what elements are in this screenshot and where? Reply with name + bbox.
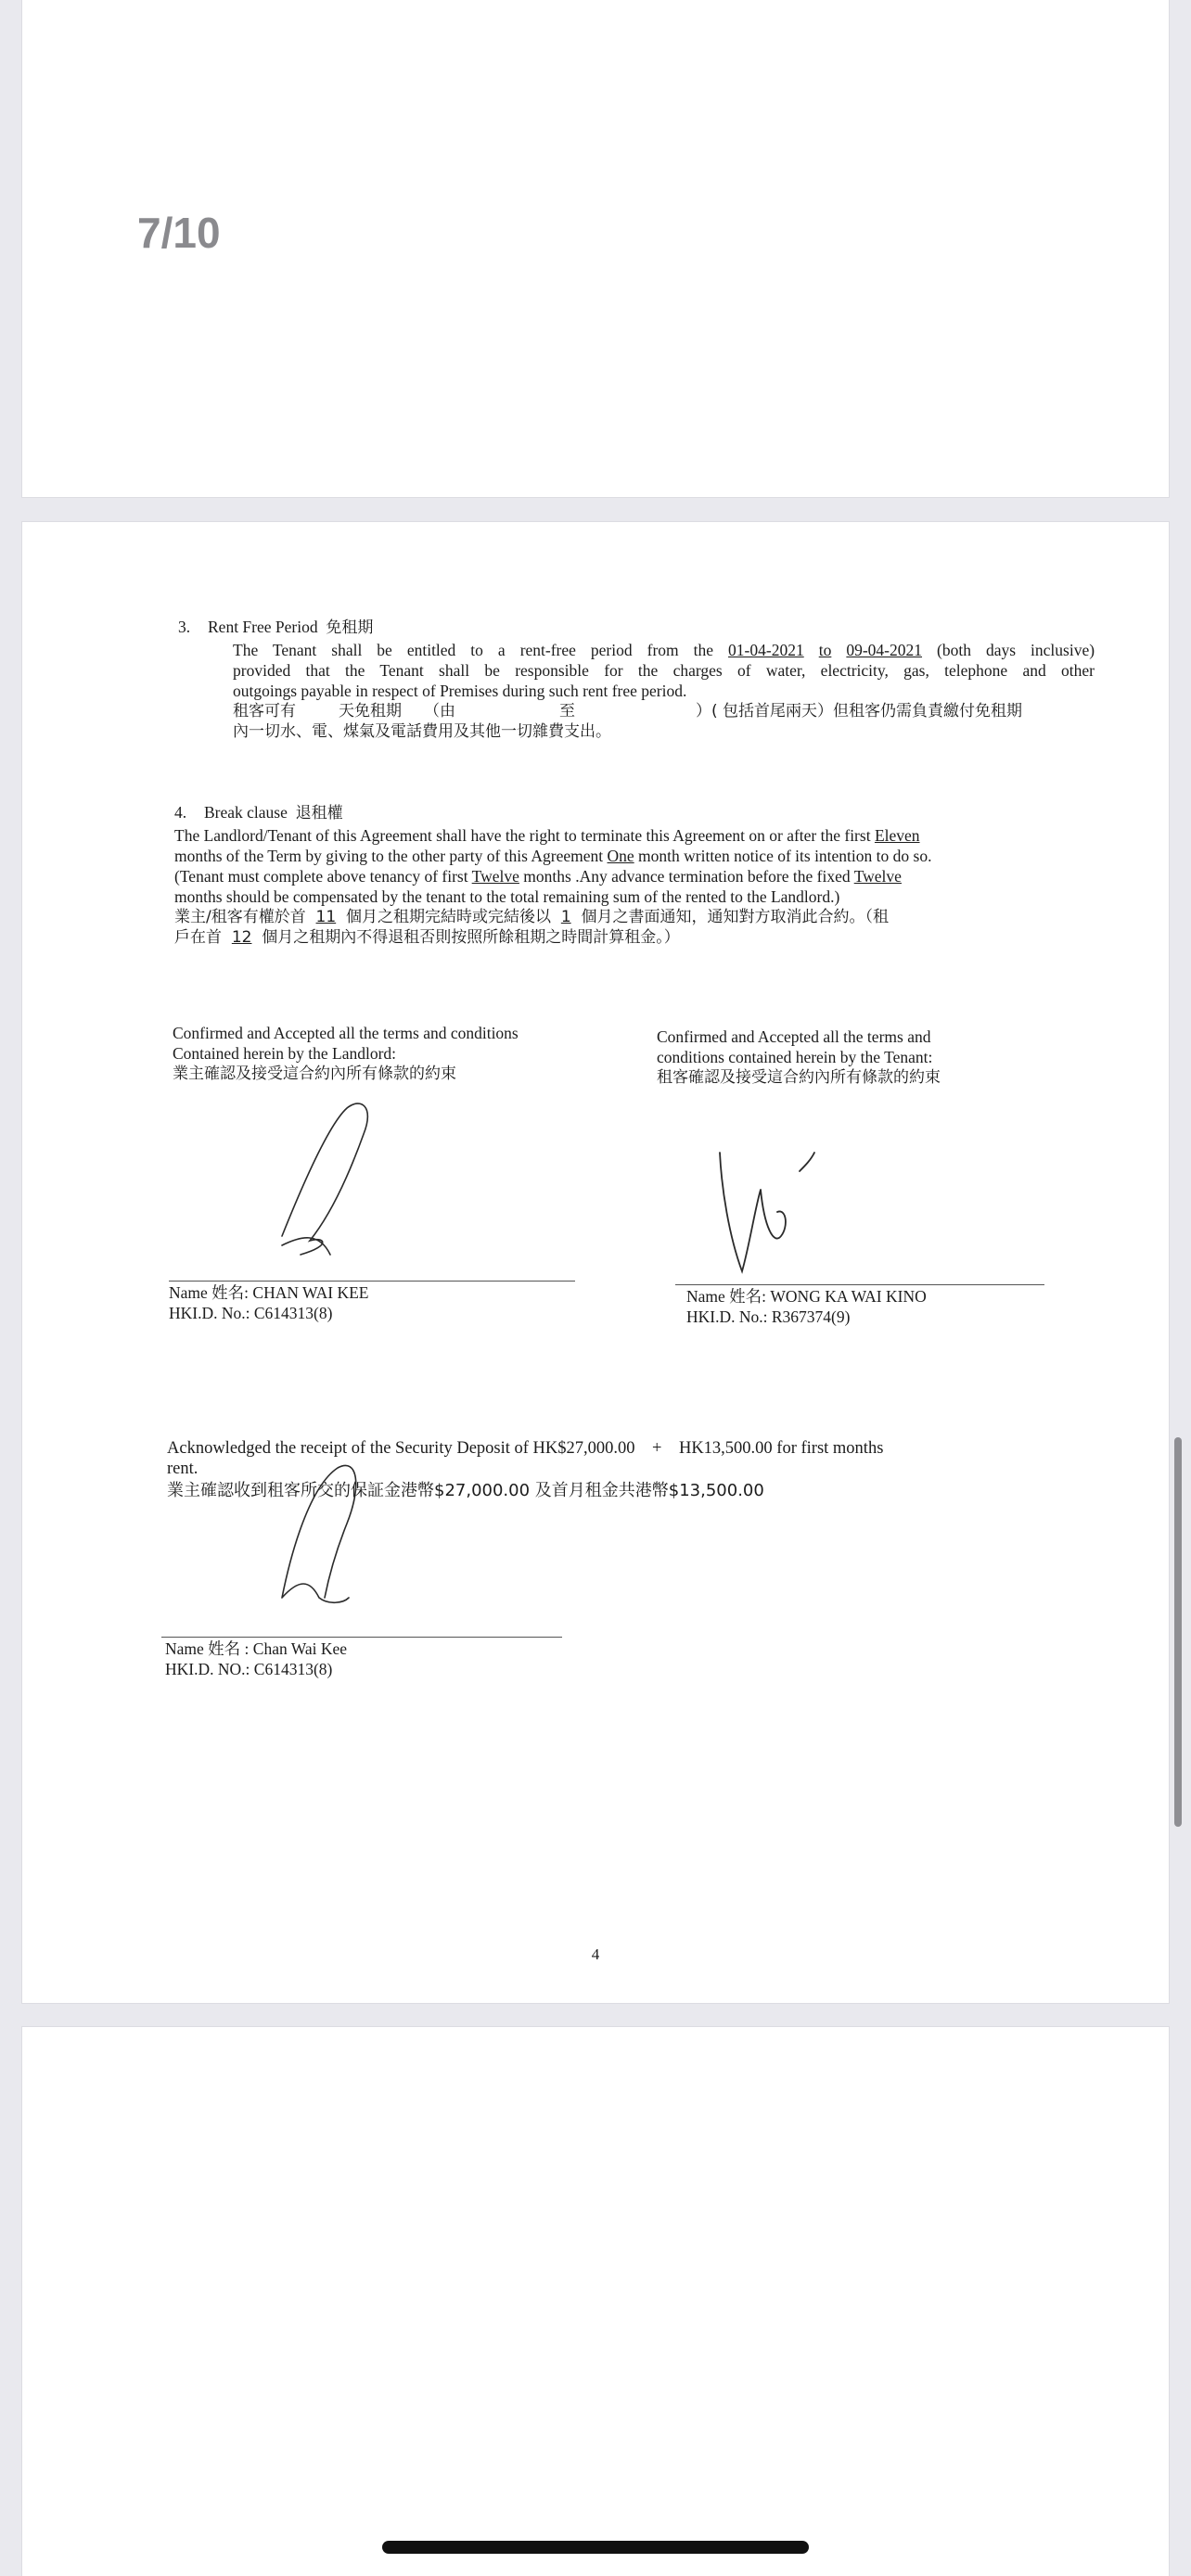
page-counter: 7/10 [137,209,221,257]
end-date: 09-04-2021 [846,641,923,659]
clause-line-zh: 業主/租客有權於首 11 個月之租期完結時或完結後以 1 個月之書面通知，通知對方取消此合約。（租 [174,908,889,926]
notice-period: One [607,847,634,865]
clause-line: provided that the Tenant shall be responsible for the charges of water, electricity, gas, telephone and other [233,661,1095,680]
tenant-name: WONG KA WAI KINO [770,1287,927,1306]
clause-line: (Tenant must complete above tenancy of first Twelve months .Any advance termination before the fixed Twelve [174,867,902,886]
document-page [22,522,1169,2003]
deposit-signature-line [161,1637,562,1638]
tenant-identity: Name 姓名: WONG KA WAI KINO HKI.D. No.: R367374(9) [686,1287,927,1326]
landlord-name: CHAN WAI KEE [252,1283,369,1302]
clause-line: months should be compensated by the tenant to the total remaining sum of the rented to the Landlord.) [174,887,840,906]
landlord-id-number: C614313(8) [253,1304,333,1322]
landlord-identity: Name 姓名: CHAN WAI KEE HKI.D. No.: C614313(8) [169,1283,369,1322]
clause-line-zh: 內一切水、電、煤氣及電話費用及其他一切雜費支出。 [233,722,611,741]
deposit-receiver-name: : Chan Wai Kee [244,1639,348,1658]
clause-line-zh: 租客可有 天免租期 （由 至 ）( 包括首尾兩天）但租客仍需負責繳付免租期 [233,702,1023,721]
break-term-months: Eleven [874,826,920,845]
section-break-clause [174,802,1085,948]
deposit-receiver-id: C614313(8) [253,1660,333,1678]
section-heading: 3. Rent Free Period 免租期 [178,618,374,637]
landlord-signature [245,1097,430,1264]
home-indicator[interactable] [382,2541,809,2554]
deposit-identity: Name 姓名 : Chan Wai Kee HKI.D. NO.: C614313(8) [165,1639,348,1678]
start-date: 01-04-2021 [728,641,804,659]
clause-line: months of the Term by giving to the other party of this Agreement One month written notice of its intention to do so. [174,847,932,865]
landlord-confirmation: Confirmed and Accepted all the terms and conditions Contained herein by the Landlord: 業主確認及接受這合約內所有條款的約束 [173,1024,519,1083]
deposit-signature [254,1449,403,1616]
page-number: 4 [591,1945,600,1963]
tenant-signature [709,1134,857,1282]
clause-line-zh: 戶在首 12 個月之租期內不得退租否則按照所餘租期之時間計算租金。） [174,928,680,947]
tenant-signature-line [675,1284,1044,1285]
clause-line: The Landlord/Tenant of this Agreement shall have the right to terminate this Agreement on or after the first Eleven [174,826,920,845]
clause-line: outgoings payable in respect of Premises during such rent free period. [233,682,687,700]
tenant-confirmation: Confirmed and Accepted all the terms and conditions contained herein by the Tenant: 租客確認及接受這合約內所有條款的約束 [657,1027,941,1087]
clause-line: The Tenant shall be entitled to a rent-free period from the 01-04-2021 to 09-04-2021 (both days inclusive) [233,641,1095,659]
tenant-id-number: R367374(9) [771,1307,851,1326]
vertical-scrollbar[interactable] [1174,1437,1182,1827]
next-page [22,2027,1169,2576]
section-heading: 4. Break clause 退租權 [174,803,343,823]
deposit-acknowledgement: Acknowledged the receipt of the Security Deposit of HK$27,000.00 + HK13,500.00 for first months rent. 業主確認收到租客所交的保証金港幣$27,000.00 及首月租金共港幣$13,500.00 [167,1439,884,1500]
landlord-signature-line [169,1281,575,1282]
previous-page [22,0,1169,497]
section-rent-free-period [178,617,1095,742]
